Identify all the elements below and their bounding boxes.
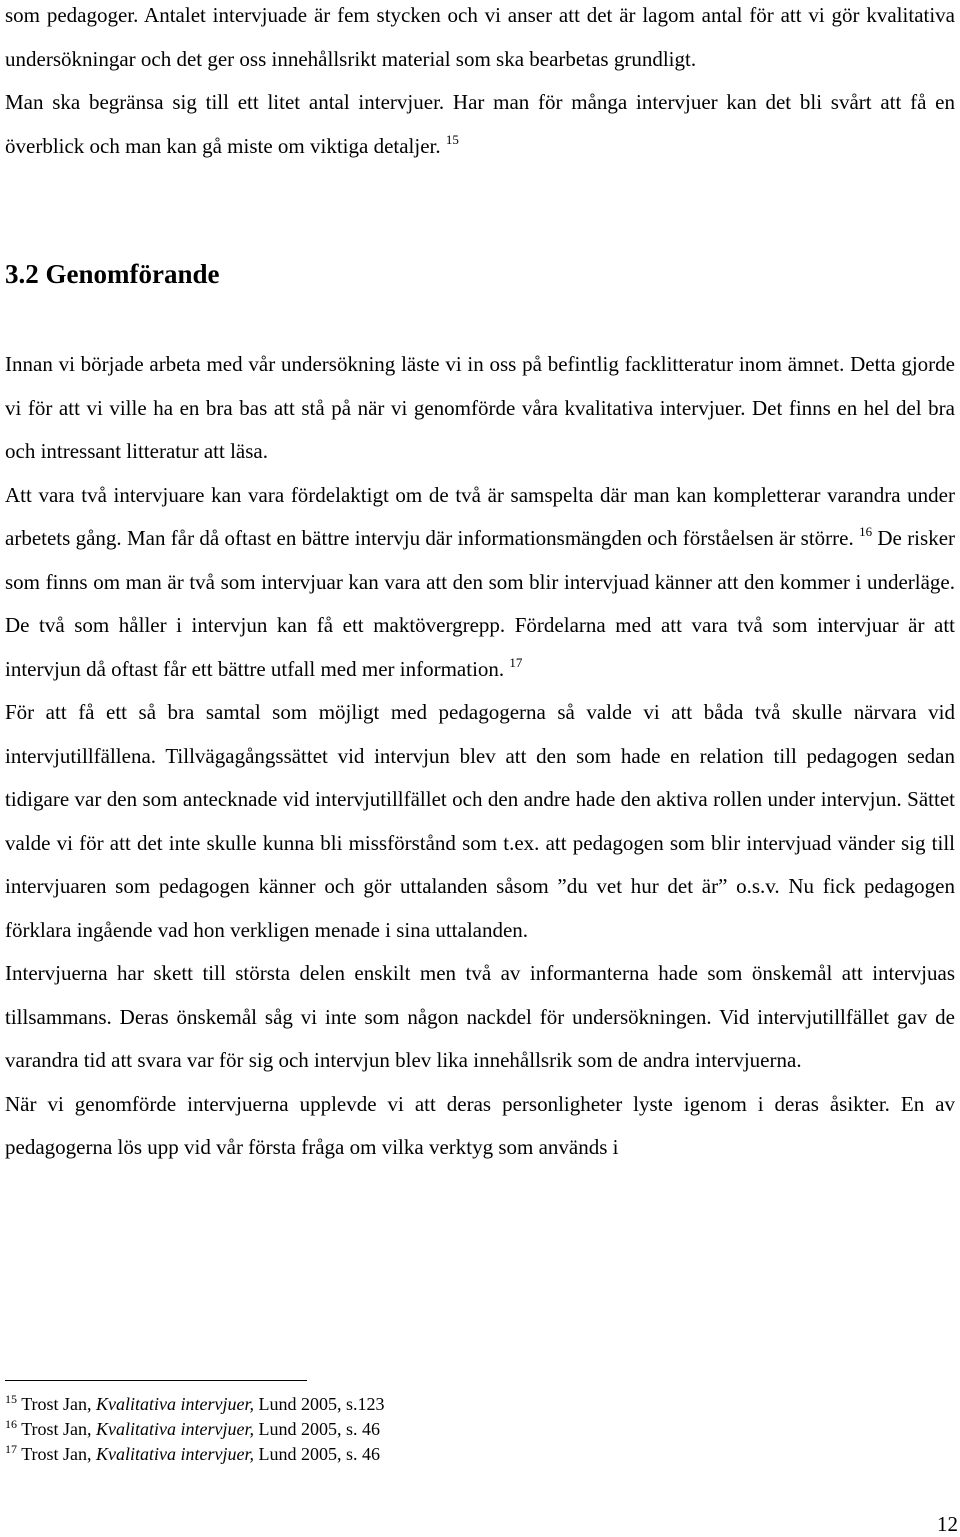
paragraph-facklitteratur: [5, 343, 955, 474]
footnote-source: Lund 2005, s. 46: [254, 1419, 381, 1439]
footnote-ref-16: 16: [859, 524, 873, 539]
paragraph-enskilt: [5, 952, 955, 1083]
footnote-17: [5, 1442, 955, 1467]
page-number: 12: [937, 1512, 958, 1536]
paragraph-text: som pedagoger. Antalet intervjuade är fem stycken och vi anser att det är lagom antal för att vi gör kvalitativa undersökningar och det ger oss innehållsrikt material som ska bearbetas grundligt.: [5, 3, 955, 71]
paragraph-text: Man ska begränsa sig till ett litet antal intervjuer. Har man för många intervjuer kan det bli svårt att få en överblick och man kan gå miste om viktiga detaljer.: [5, 90, 955, 158]
section-heading: 3.2 Genomförande: [5, 259, 220, 289]
paragraph-text: När vi genomförde intervjuerna upplevde vi att deras personligheter lyste igenom i deras åsikter. En av pedagogerna lös upp vid vår första fråga om vilka verktyg som används i: [5, 1091, 955, 1159]
footnote-ref-17: 17: [509, 654, 523, 670]
footnote-15: [5, 1392, 955, 1417]
footnote-ref-15: 15: [445, 131, 459, 147]
footnote-title: Kvalitativa intervjuer,: [96, 1444, 255, 1464]
footnote-separator: [5, 1380, 307, 1381]
paragraph-text: För att få ett så bra samtal som möjligt med pedagogerna så valde vi att båda två skulle närvara vid intervjutillfällena. Tillvägagångssättet vid intervjun blev att den som hade en relation till pedagogen sedan tidigare var den som antecknade vid intervjutillfället och den andre hade den aktiva rollen under intervjun. Sättet valde vi för att det inte skulle kunna bli missförstånd som t.ex. att pedagogen som blir intervjuad vänder sig till intervjuaren som pedagogen känner och gör uttalanden såsom ”du vet hur det är” o.s.v. Nu fick pedagogen förklara ingående vad hon verkligen menade i sina uttalanden.: [5, 700, 955, 942]
paragraph-intervju-antal: [5, 0, 955, 81]
footnote-title: Kvalitativa intervjuer,: [96, 1394, 255, 1414]
footnote-author: Trost Jan,: [21, 1394, 97, 1414]
paragraph-begransa: [5, 81, 955, 168]
footnotes: [5, 1392, 955, 1467]
footnote-author: Trost Jan,: [21, 1419, 97, 1439]
footnote-16: [5, 1417, 955, 1442]
footnote-source: Lund 2005, s. 46: [254, 1444, 381, 1464]
paragraph-text: De risker som finns om man är två som intervjuar kan vara att den som blir intervjuad känner att den kommer i underläge. De två som håller i intervjun kan få ett maktövergrepp. Fördelarna med att vara två som intervjuar är att intervjun då oftast får ett bättre utfall med mer information.: [5, 526, 956, 681]
footnote-title: Kvalitativa intervjuer,: [96, 1419, 255, 1439]
footnote-number: 15: [5, 1392, 17, 1406]
footnote-source: Lund 2005, s.123: [254, 1394, 385, 1414]
paragraph-personligheter: [5, 1083, 955, 1170]
paragraph-text: Innan vi började arbeta med vår undersökning läste vi in oss på befintlig facklitteratur inom ämnet. Detta gjorde vi för att vi ville ha en bra bas att stå på när vi genomförde våra kvalitativa intervjuer. Det finns en hel del bra och intressant litteratur att läsa.: [5, 352, 955, 463]
section-body: [5, 343, 955, 1170]
paragraph-samtal: [5, 691, 955, 952]
paragraph-text: Att vara två intervjuare kan vara fördelaktigt om de två är samspelta där man kan kompletterar varandra under arbetets gång. Man får då oftast en bättre intervju där informationsmängden och förståelsen är större.: [5, 482, 955, 550]
footnote-number: 16: [5, 1417, 17, 1431]
footnote-number: 17: [5, 1442, 17, 1456]
paragraph-tva-intervjuare: [5, 474, 955, 692]
footnote-author: Trost Jan,: [21, 1444, 97, 1464]
intro-section: [5, 0, 955, 168]
paragraph-text: Intervjuerna har skett till största delen enskilt men två av informanterna hade som önskemål att intervjuas tillsammans. Deras önskemål såg vi inte som någon nackdel för undersökningen. Vid intervjutillfället gav de varandra tid att svara var för sig och intervjun blev lika innehållsrik som de andra intervjuerna.: [5, 961, 955, 1072]
